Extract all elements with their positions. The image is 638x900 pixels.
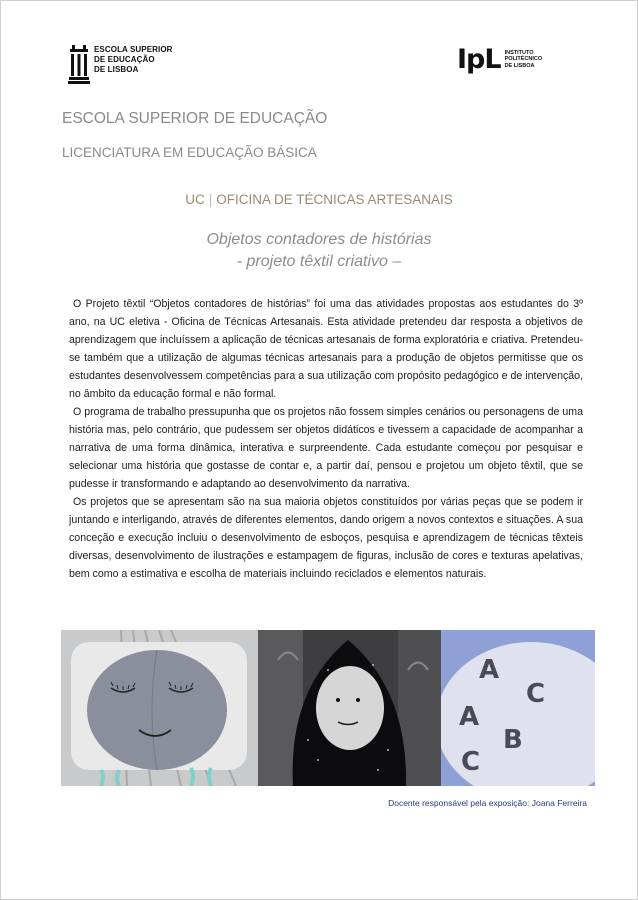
course-unit-separator: | [208,192,213,207]
project-subtitle: - projeto têxtil criativo – [236,253,402,270]
paragraph: Os projetos que se apresentam são na sua maioria objetos constituídos por várias peças que se podem ir juntando e interligando, através de diferentes elementos, dando origem a novos contextos e situações. A sua conceção e execução incluiu o desenvolvimento de esboços, pesquisa e aprendizagem de técnicas têxteis diversas, desenvolvimento de ilustrações e estampagem de figuras, inclusão de cores e texturas apelativas, bem como a estimativa e escolha de materiais incluindo reciclados e elementos naturais. [69,496,583,580]
credit-line: Docente responsável pela exposição: Joana Ferreira [388,798,587,808]
photo-letter: A [479,655,500,685]
course-unit-name: OFICINA DE TÉCNICAS ARTESANAIS [216,192,453,207]
project-title: Objetos contadores de histórias [206,231,432,248]
ipl-logo [457,46,542,73]
paragraph: O programa de trabalho pressupunha que os projetos não fossem simples cenários ou personagens de uma história mas, pelo contrário, que pudessem ser objetos didáticos e tivessem a capacidade de acompanhar a narrativa de uma forma dinâmica, interativa e surpreendente. Cada estudante começou por pesquisar e selecionar uma história que gostasse de contar e, a partir daí, pensou e projetou um objeto têxtil, que se pudesse ir transformando e adaptando ao desenvolvimento da narrativa. [69,406,583,490]
school-name: ESCOLA SUPERIOR DE EDUCAÇÃO [62,110,328,127]
photo-letter-cushion [441,630,595,786]
photo-moon-pillow [61,630,258,786]
paragraph: O Projeto têxtil “Objetos contadores de histórias” foi uma das atividades propostas aos estudantes do 3º ano, na UC eletiva - Oficina de Técnicas Artesanais. Esta atividade pretendeu dar resposta a objetivos de aprendizagem que incluíssem a aplicação de técnicas artesanais de forma exploratória e criativa. Pretendeu-se também que a utilização de algumas técnicas artesanais para a produção de objetos permitisse que os estudantes desenvolvessem competências para a sua utilização com propósito pedagógico e de intervenção, no âmbito da educação formal e não formal. [69,298,583,400]
photo-letter: C [461,747,481,777]
ese-logo-line: DE LISBOA [94,65,139,74]
ese-logo [68,45,173,89]
ese-logo-line: ESCOLA SUPERIOR [94,45,173,54]
ipl-logo-line: POLITÉCNICO [504,56,543,63]
ipl-logo-line: DE LISBOA [504,62,535,69]
course-unit-prefix: UC [185,192,205,207]
photo-letter: B [503,725,523,755]
ese-logo-line: DE EDUCAÇÃO [94,55,155,64]
degree-name: LICENCIATURA EM EDUCAÇÃO BÁSICA [62,145,317,160]
ipl-logo-word: IpL [457,44,501,75]
photo-doll [258,630,441,786]
course-unit-heading [0,192,638,207]
photo-letter: A [459,702,480,732]
building-icon [68,45,90,85]
photo-letter: C [526,679,546,709]
body-text [69,295,583,583]
ipl-logo-line: INSTITUTO [504,49,534,56]
photo-strip [61,630,595,786]
